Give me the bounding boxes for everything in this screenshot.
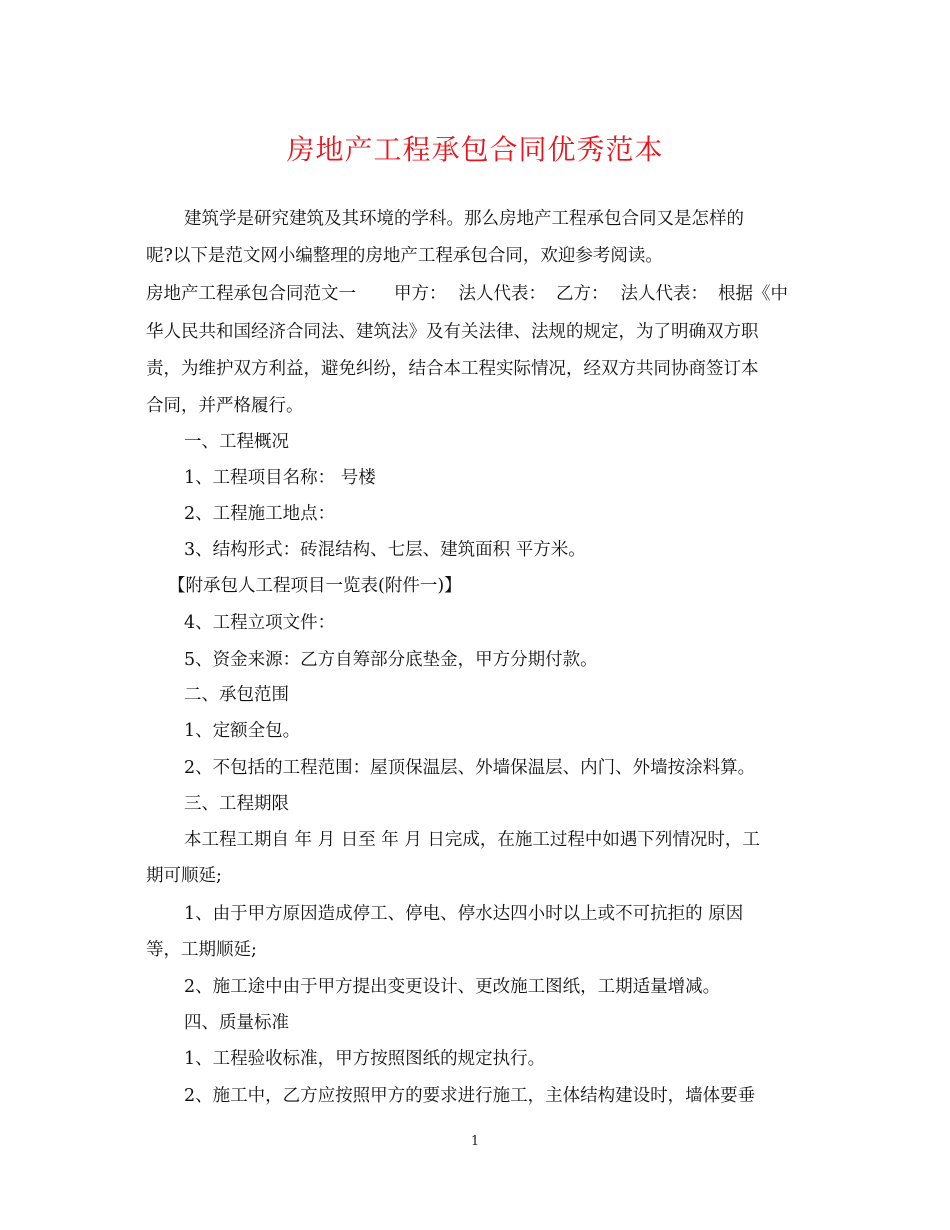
section-heading: 二、承包范围 [184,685,289,705]
paragraph-line: 本工程工期自 年 月 日至 年 月 日完成，在施工过程中如遇下列情况时，工 [184,830,760,850]
party-b-label: 乙方： [556,284,609,304]
paragraph-line: 合同，并严格履行。 [146,396,304,416]
document-title: 房地产工程承包合同优秀范本 [286,133,664,166]
list-item: 2、工程施工地点： [184,504,336,524]
list-item: 1、工程项目名称： 号楼 [184,468,376,488]
paragraph-line: 建筑学是研究建筑及其环境的学科。那么房地产工程承包合同又是怎样的 [184,209,744,229]
list-item: 3、结构形式：砖混结构、七层、建筑面积 平方米。 [184,540,586,560]
list-item: 1、定额全包。 [184,721,301,741]
list-item: 4、工程立项文件： [184,613,336,633]
paragraph-text: 根据《中 [718,284,788,304]
paragraph-line: 华人民共和国经济合同法、建筑法》及有关法律、法规的规定，为了明确双方职 [146,322,759,342]
contract-heading: 房地产工程承包合同范文一 [146,284,356,304]
paragraph-line: 呢?以下是范文网小编整理的房地产工程承包合同，欢迎参考阅读。 [146,246,663,266]
list-item: 1、由于甲方原因造成停工、停电、停水达四小时以上或不可抗拒的 原因 [184,904,744,924]
legal-rep-label: 法人代表： [620,284,708,304]
page-number: 1 [470,1134,480,1149]
list-item: 2、施工途中由于甲方提出变更设计、更改施工图纸，工期适量增减。 [184,977,721,997]
section-heading: 一、工程概况 [184,432,289,452]
paragraph-line: 等，工期顺延; [146,940,257,960]
section-heading: 四、质量标准 [184,1013,289,1033]
list-item: 2、不包括的工程范围：屋顶保温层、外墙保温层、内门、外墙按涂料算。 [184,758,756,778]
attachment-note: 【附承包人工程项目一览表(附件一)】 [168,576,462,596]
party-a-label: 甲方： [394,284,447,304]
paragraph-line: 期可顺延; [146,866,222,886]
section-heading: 三、工程期限 [184,794,289,814]
legal-rep-label: 法人代表： [458,284,546,304]
paragraph-line [146,282,806,306]
list-item: 5、资金来源：乙方自筹部分底垫金，甲方分期付款。 [184,650,598,670]
list-item: 1、工程验收标准，甲方按照图纸的规定执行。 [184,1049,546,1069]
paragraph-line: 责，为维护双方利益，避免纠纷，结合本工程实际情况，经双方共同协商签订本 [146,359,759,379]
list-item: 2、施工中，乙方应按照甲方的要求进行施工，主体结构建设时，墙体要垂 [184,1086,756,1106]
